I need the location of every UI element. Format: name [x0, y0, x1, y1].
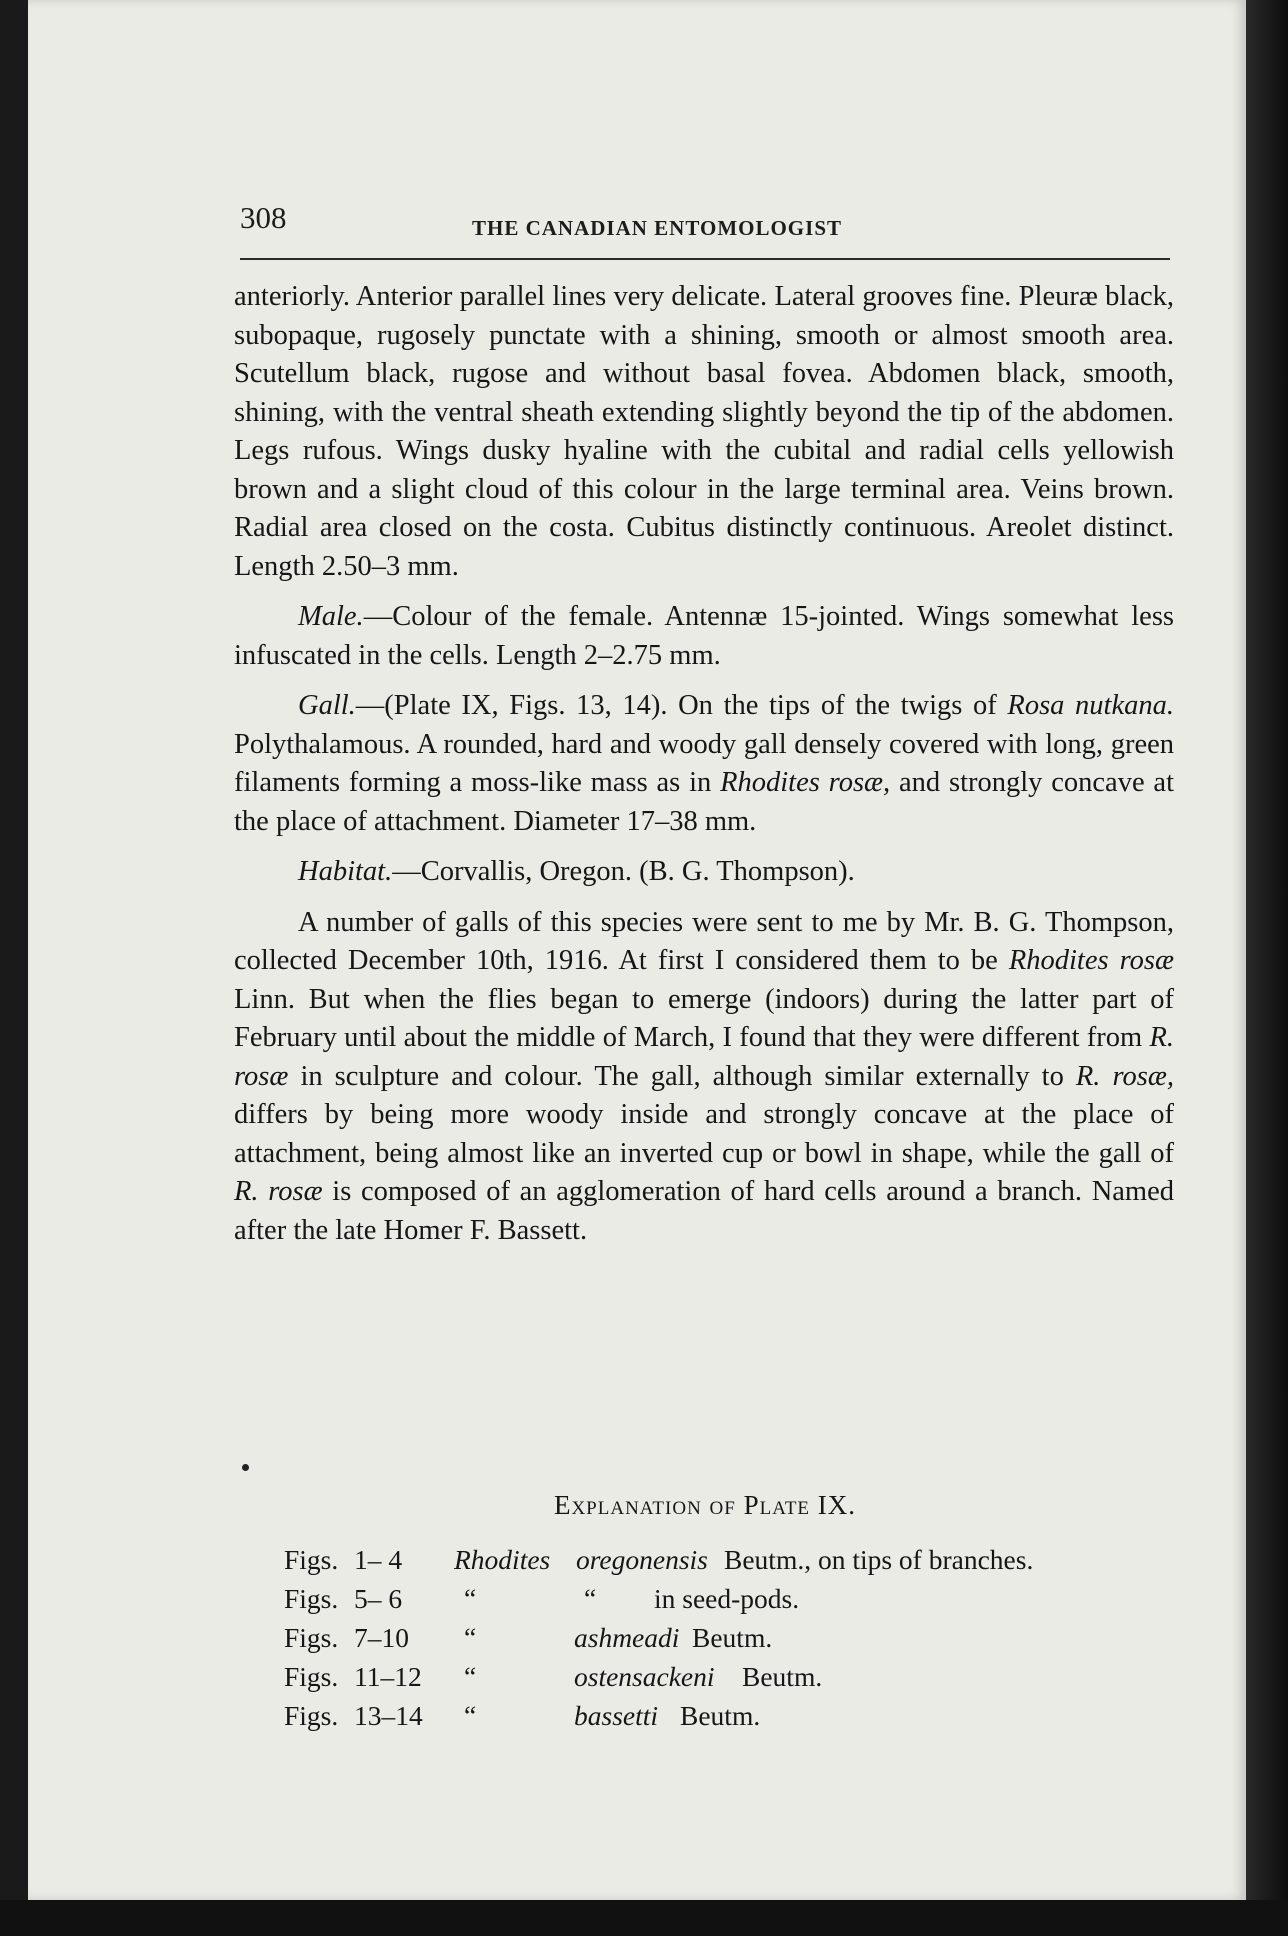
- ditto-mark: “: [464, 1622, 477, 1653]
- header-rule: [240, 258, 1170, 260]
- habitat-text: —Corvallis, Oregon. (B. G. Thompson).: [392, 856, 855, 887]
- species-name: bassetti: [574, 1700, 659, 1731]
- plate-row: [284, 1622, 1184, 1661]
- species-name: ashmeadi: [574, 1622, 680, 1653]
- species-name: Rhodites rosæ: [1008, 945, 1174, 976]
- running-title: THE CANADIAN ENTOMOLOGIST: [472, 216, 843, 240]
- paragraph-description: anteriorly. Anterior parallel lines very delicate. Lateral grooves fine. Pleuræ black, subopaque, rugosely punctate with a shining, smooth or almost smooth area. Scutellum black, rugose and without basal fovea. Abdomen black, smooth, shining, with the ventral sheath extending slightly beyond the tip of the abdomen. Legs rufous. Wings dusky hyaline with the cubital and radial cells yellowish brown and a slight cloud of this colour in the large terminal area. Veins brown. Radial area closed on the costa. Cubitus distinctly continuous. Areolet distinct. Length 2.50–3 mm.: [234, 281, 1174, 582]
- figure-numbers: 5– 6: [354, 1583, 403, 1614]
- figure-note: Beutm.: [692, 1622, 773, 1653]
- figs-label: Figs.: [284, 1700, 339, 1731]
- page-number: 308: [240, 200, 287, 235]
- remarks-text-d: differs by being more woody inside and strongly concave at the place of attachment, being almost like an inverted cup or bowl in shape, while the gall of: [234, 1099, 1174, 1169]
- figure-numbers: 1– 4: [354, 1544, 403, 1575]
- remarks-text-b: Linn. But when the flies began to emerge (indoors) during the latter part of February until about the middle of March, I found that they were different from: [234, 983, 1174, 1053]
- page-header: [240, 200, 1170, 250]
- figure-numbers: 13–14: [354, 1700, 423, 1731]
- plate-row: [284, 1700, 1184, 1739]
- species-name: R. rosæ: [234, 1176, 323, 1207]
- genus-name: Rhodites: [454, 1544, 551, 1575]
- book-edge-right: [1246, 0, 1288, 1936]
- gall-text-a: —(Plate IX, Figs. 13, 14). On the tips of the twigs of: [355, 690, 1008, 721]
- figure-numbers: 11–12: [354, 1661, 422, 1692]
- paragraph-habitat: [234, 853, 1174, 892]
- stray-mark: [242, 1464, 249, 1471]
- figs-label: Figs.: [284, 1583, 339, 1614]
- plate-explanation-table: [284, 1544, 1184, 1739]
- figure-note: Beutm.: [742, 1661, 823, 1692]
- figs-label: Figs.: [284, 1661, 339, 1692]
- gall-text-b: Polythalamous. A rounded, hard and woody gall densely covered with long, green filaments forming a moss-like mass as in: [234, 728, 1174, 798]
- species-name: R. rosæ: [234, 1022, 1174, 1092]
- figure-note: Beutm.: [680, 1700, 761, 1731]
- species-name: ostensackeni: [574, 1661, 715, 1692]
- species-name: R. rosæ,: [1075, 1060, 1174, 1092]
- plate-heading: Explanation of Plate IX.: [553, 1490, 857, 1520]
- ditto-mark: “: [584, 1583, 597, 1614]
- label-male: Male.: [298, 601, 364, 632]
- figure-note: in seed-pods.: [654, 1583, 800, 1614]
- figure-note: Beutm., on tips of branches.: [724, 1544, 1034, 1575]
- plate-row: [284, 1583, 1184, 1622]
- species-name: oregonensis: [576, 1544, 708, 1575]
- figure-numbers: 7–10: [354, 1622, 409, 1653]
- label-gall: Gall.: [298, 690, 356, 721]
- plate-row: [284, 1544, 1184, 1583]
- host-plant-name: Rosa nutkana.: [1007, 690, 1174, 721]
- label-habitat: Habitat.: [298, 856, 393, 887]
- male-text: —Colour of the female. Antennæ 15-jointed. Wings somewhat less infuscated in the cells. Length 2–2.75 mm.: [234, 601, 1174, 671]
- body-text: [234, 278, 1174, 1262]
- remarks-text-a: A number of galls of this species were sent to me by Mr. B. G. Thompson, collected December 10th, 1916. At first I considered them to be: [234, 906, 1174, 976]
- figs-label: Figs.: [284, 1544, 339, 1575]
- ditto-mark: “: [464, 1583, 477, 1614]
- remarks-text-e: is composed of an agglomeration of hard cells around a branch. Named after the late Homer F. Bassett.: [234, 1176, 1174, 1246]
- gall-text-c: and strongly concave at the place of attachment. Diameter 17–38 mm.: [234, 767, 1175, 837]
- plate-row: [284, 1661, 1184, 1700]
- ditto-mark: “: [464, 1700, 477, 1731]
- figs-label: Figs.: [284, 1622, 339, 1653]
- species-name: Rhodites rosæ,: [720, 767, 891, 798]
- book-edge-bottom: [0, 1900, 1288, 1936]
- paragraph-gall: [234, 687, 1174, 841]
- paragraph-remarks: [234, 904, 1174, 1251]
- ditto-mark: “: [464, 1661, 477, 1692]
- paragraph-male: [234, 598, 1174, 675]
- remarks-text-c: in sculpture and colour. The gall, although similar externally to: [288, 1060, 1076, 1092]
